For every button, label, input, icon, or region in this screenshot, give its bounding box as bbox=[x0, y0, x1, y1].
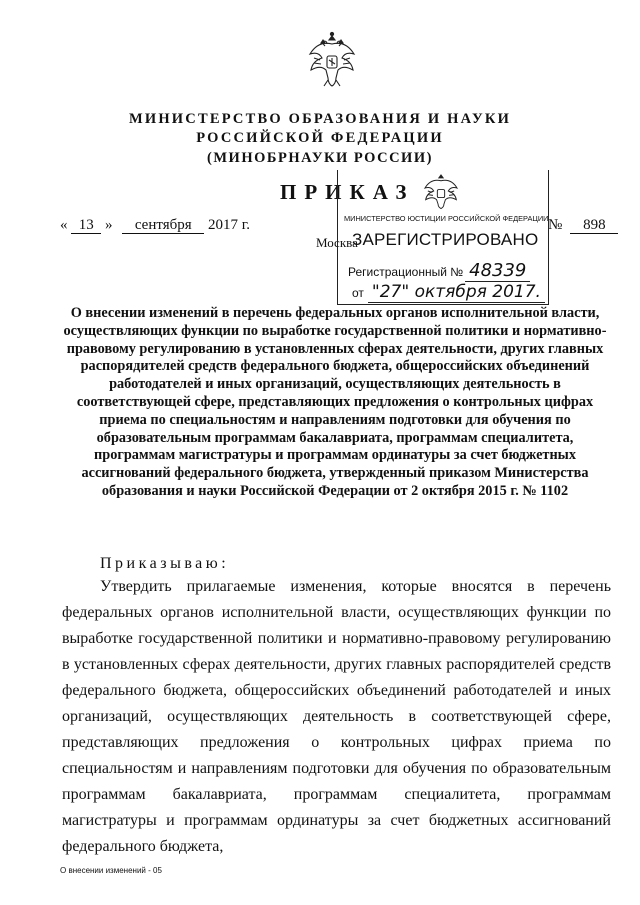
number-value: 898 bbox=[570, 217, 618, 234]
document-date bbox=[60, 217, 250, 234]
state-emblem-icon bbox=[306, 30, 358, 90]
registration-stamp bbox=[337, 170, 549, 305]
date-close-quote: » bbox=[105, 217, 113, 233]
stamp-reg-number-handwritten: 48339 bbox=[465, 260, 530, 282]
stamp-registration-number bbox=[348, 260, 530, 282]
stamp-date-label: от bbox=[352, 286, 364, 300]
footer-filename: О внесении изменений - 05 bbox=[60, 866, 162, 875]
stamp-date-handwritten: "27" октября 2017. bbox=[368, 282, 545, 303]
date-day: 13 bbox=[71, 217, 101, 234]
date-open-quote: « bbox=[60, 217, 68, 233]
ministry-title-line2: РОССИЙСКОЙ ФЕДЕРАЦИИ bbox=[196, 130, 444, 146]
stamp-emblem-icon bbox=[422, 172, 460, 210]
order-word: Приказываю: bbox=[100, 555, 230, 572]
ministry-title bbox=[0, 110, 640, 148]
stamp-registration-date bbox=[352, 282, 545, 303]
ministry-short-name: (МИНОБРНАУКИ РОССИИ) bbox=[207, 150, 433, 166]
stamp-reg-label: Регистрационный № bbox=[348, 265, 464, 279]
date-year: 2017 г. bbox=[208, 217, 250, 233]
body-paragraph: Утвердить прилагаемые изменения, которые вносятся в перечень федеральных органов исполнительной власти, осуществляющих функции по выработке государственной политики и нормативно-правовому регулированию в установленных сферах деятельности, других главных распорядителей средств федерального бюджета, общероссийских объединений работодателей и иных организаций, осуществляющих деятельность в соответствующей сфере, представляющих предложения о контрольных цифрах приема по специальностям и направлениям подготовки для обучения по образовательным программам бакалавриата, программам специалитета, программам магистратуры и программам ординатуры за счет бюджетных ассигнований федерального бюджета, bbox=[62, 578, 611, 855]
number-sign: № bbox=[548, 217, 563, 233]
date-month: сентября bbox=[122, 217, 204, 234]
document-city: Москва bbox=[316, 235, 358, 250]
stamp-ministry-name: МИНИСТЕРСТВО ЮСТИЦИИ РОССИЙСКОЙ ФЕДЕРАЦИИ bbox=[344, 214, 549, 223]
document-type-title: ПРИКАЗ bbox=[280, 180, 415, 204]
ministry-title-line1: МИНИСТЕРСТВО ОБРАЗОВАНИЯ И НАУКИ bbox=[128, 111, 512, 127]
order-heading: О внесении изменений в перечень федеральных органов исполнительной власти, осуществляющих функции по выработке государственной политики и нормативно-правовому регулированию в установленных сферах деятельности, других главных распорядителей средств федерального бюджета, общероссийских объединений работодателей и иных организаций, осуществляющих деятельность в соответствующей сфере, представляющих предложения о контрольных цифрах приема по специальностям и направлениям подготовки для обучения по образовательным программам бакалавриата, программам специалитета, программам магистратуры и программам ординатуры за счет бюджетных ассигнований федерального бюджета, утвержденный приказом Министерства образования и науки Российской Федерации от 2 октября 2015 г. № 1102 bbox=[63, 305, 607, 499]
stamp-registered-label: ЗАРЕГИСТРИРОВАНО bbox=[352, 230, 539, 249]
document-number bbox=[548, 217, 618, 234]
